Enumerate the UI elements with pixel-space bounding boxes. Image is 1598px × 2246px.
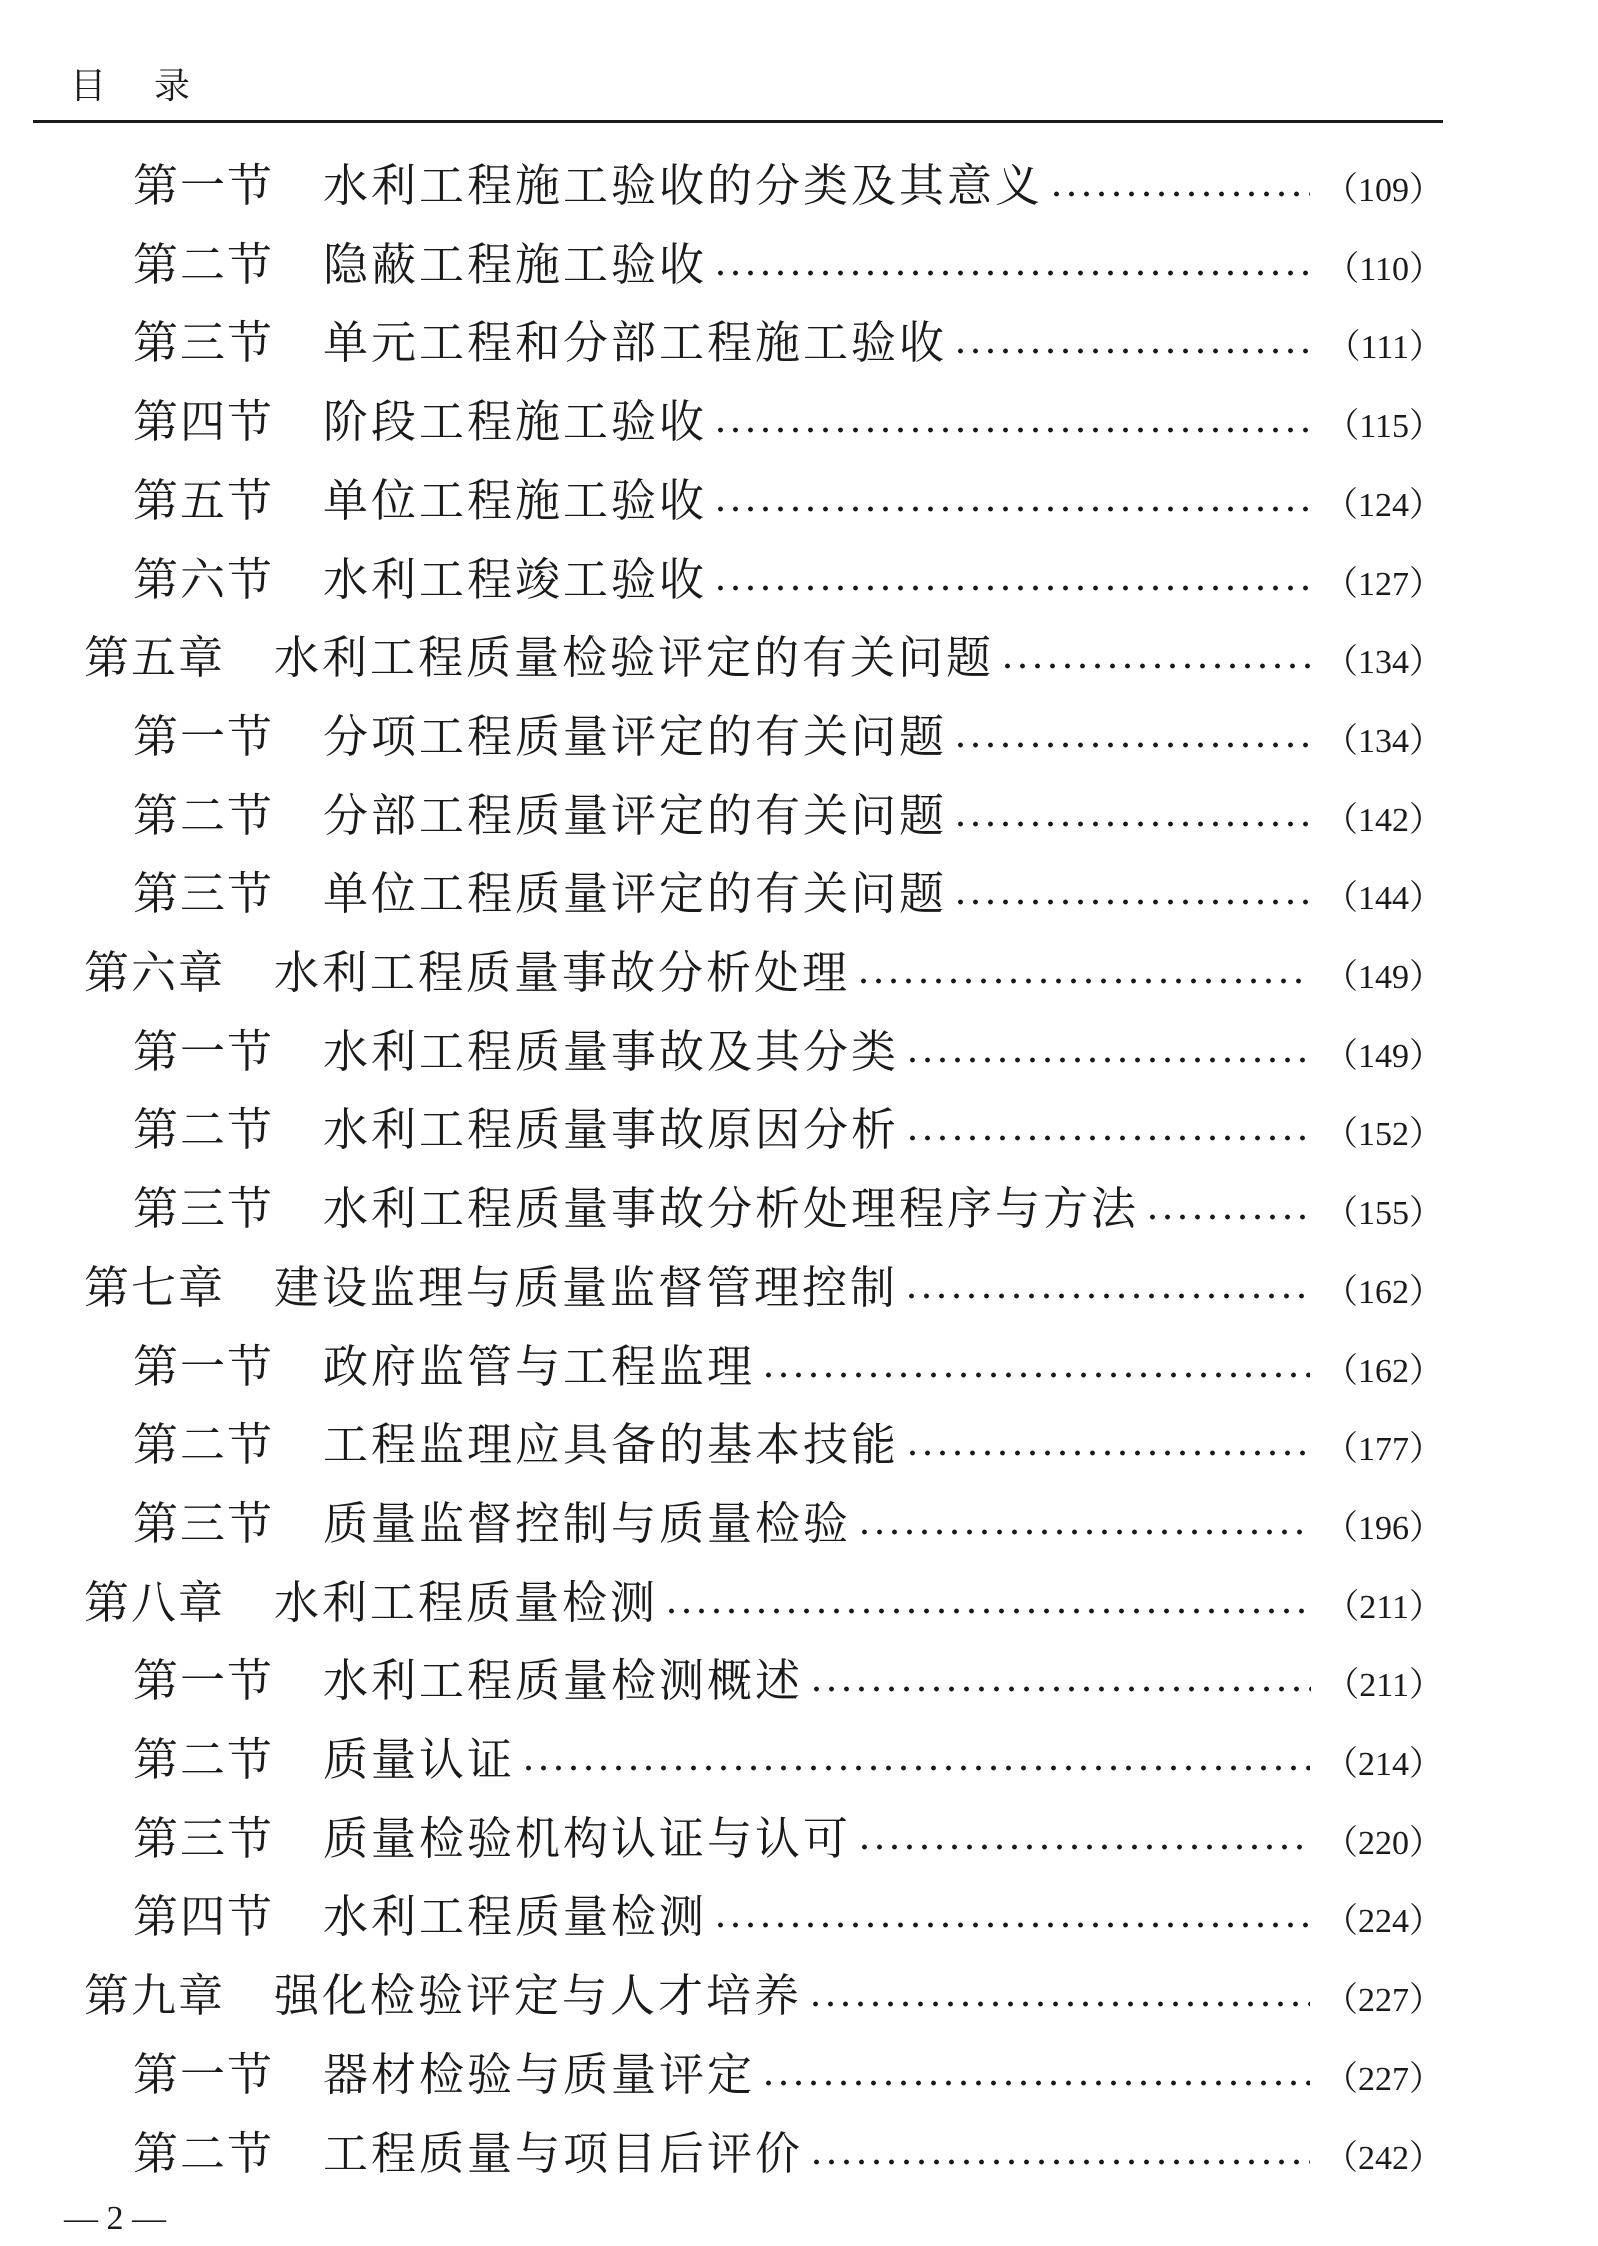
toc-section-entry (133, 1413, 1443, 1477)
toc-entry-page-number: （211） (1325, 1589, 1443, 1626)
toc-entry-label: 第六章 (84, 946, 226, 999)
toc-entry-label: 第三节 (133, 867, 275, 920)
toc-entry-page-number: （149） (1324, 959, 1443, 996)
toc-entry-label: 第六节 (133, 553, 275, 606)
toc-entry-label: 第三节 (133, 316, 275, 369)
toc-entry-page-number: （211） (1325, 1667, 1443, 1704)
toc-entry-label: 第二节 (133, 1418, 275, 1471)
toc-entry-title: 水利工程质量检测 (274, 1576, 659, 1629)
toc-entry-page-number: （124） (1324, 487, 1443, 524)
toc-entry-label: 第四节 (133, 1890, 275, 1943)
toc-chapter-entry (84, 1256, 1443, 1320)
toc-entry-label: 第二节 (133, 238, 275, 291)
toc-section-entry (133, 705, 1443, 769)
toc-entry-title: 水利工程质量事故分析处理 (274, 946, 851, 999)
toc-entry-page-number: （224） (1324, 1903, 1443, 1940)
toc-entry-page-number: （149） (1324, 1038, 1443, 1075)
dot-leader (713, 504, 1310, 514)
toc-entry-title: 隐蔽工程施工验收 (323, 238, 708, 291)
toc-section-entry (133, 1492, 1443, 1556)
toc-entry-page-number: （110） (1325, 251, 1443, 288)
dot-leader (713, 583, 1310, 593)
toc-entry-label: 第一节 (133, 710, 275, 763)
dot-leader (856, 976, 1310, 986)
toc-chapter-entry (84, 626, 1443, 690)
toc-section-entry (133, 311, 1443, 375)
toc-entry-title: 建设监理与质量监督管理控制 (274, 1261, 899, 1314)
toc-entry-page-number: （162） (1324, 1353, 1443, 1390)
toc-entry-label: 第三节 (133, 1182, 275, 1235)
toc-entry-title: 工程质量与项目后评价 (323, 2127, 804, 2180)
dot-leader (1049, 189, 1310, 199)
dot-leader (761, 1370, 1310, 1380)
dot-leader (905, 1133, 1310, 1143)
toc-section-entry (133, 2122, 1443, 2186)
toc-entry-page-number: （220） (1324, 1825, 1443, 1862)
toc-entry-page-number: （227） (1324, 2061, 1443, 2098)
dot-leader (904, 1291, 1310, 1301)
toc-entry-page-number: （214） (1324, 1746, 1443, 1783)
toc-entry-label: 第一节 (133, 1654, 275, 1707)
toc-section-entry (133, 2043, 1443, 2107)
toc-chapter-entry (84, 1964, 1443, 2028)
toc-entry-label: 第一节 (133, 159, 275, 212)
toc-entry-label: 第五章 (84, 631, 226, 684)
dot-leader (857, 1527, 1310, 1537)
toc-entry-page-number: （134） (1324, 644, 1443, 681)
header-divider (33, 120, 1443, 123)
toc-entry-page-number: （152） (1324, 1116, 1443, 1153)
toc-section-entry (133, 469, 1443, 533)
page-number: — 2 — (64, 2200, 166, 2237)
toc-entry-page-number: （134） (1324, 723, 1443, 760)
toc-entry-page-number: （109） (1324, 172, 1443, 209)
dot-leader (808, 1999, 1310, 2009)
dot-leader (713, 268, 1311, 278)
toc-entry-title: 水利工程质量事故原因分析 (323, 1103, 900, 1156)
toc-entry-title: 水利工程质量事故分析处理程序与方法 (323, 1182, 1140, 1235)
toc-section-entry (133, 1807, 1443, 1871)
toc-section-entry (133, 1885, 1443, 1949)
dot-leader (953, 897, 1310, 907)
toc-entry-page-number: （127） (1324, 566, 1443, 603)
toc-section-entry (133, 1098, 1443, 1162)
dot-leader (953, 346, 1313, 356)
toc-entry-label: 第三节 (133, 1812, 275, 1865)
toc-section-entry (133, 862, 1443, 926)
dot-leader (664, 1606, 1311, 1616)
page-header-title: 目录 (70, 66, 239, 107)
toc-entry-title: 分部工程质量评定的有关问题 (323, 789, 948, 842)
toc-entry-title: 水利工程质量事故及其分类 (323, 1025, 900, 1078)
dot-leader (713, 425, 1311, 435)
toc-entry-title: 水利工程质量检验评定的有关问题 (274, 631, 995, 684)
dot-leader (857, 1842, 1310, 1852)
toc-entry-title: 工程监理应具备的基本技能 (323, 1418, 900, 1471)
dot-leader (809, 1684, 1311, 1694)
toc-section-entry (133, 1728, 1443, 1792)
toc-entry-page-number: （227） (1324, 1982, 1443, 2019)
dot-leader (905, 1055, 1310, 1065)
dot-leader (713, 1920, 1310, 1930)
toc-entry-label: 第五节 (133, 474, 275, 527)
dot-leader (953, 740, 1310, 750)
toc-entry-label: 第三节 (133, 1497, 275, 1550)
toc-section-entry (133, 1020, 1443, 1084)
toc-entry-page-number: （196） (1324, 1510, 1443, 1547)
toc-entry-label: 第一节 (133, 1340, 275, 1393)
toc-entry-label: 第二节 (133, 1103, 275, 1156)
dot-leader (1000, 661, 1310, 671)
toc-entry-label: 第一节 (133, 1025, 275, 1078)
toc-entry-title: 质量监督控制与质量检验 (323, 1497, 852, 1550)
toc-entry-label: 第七章 (84, 1261, 226, 1314)
toc-section-entry (133, 390, 1443, 454)
toc-entry-title: 质量检验机构认证与认可 (323, 1812, 852, 1865)
toc-chapter-entry (84, 1571, 1443, 1635)
toc-entry-page-number: （177） (1324, 1431, 1443, 1468)
toc-entry-title: 器材检验与质量评定 (323, 2048, 756, 2101)
toc-entry-title: 阶段工程施工验收 (323, 395, 708, 448)
toc-entry-title: 水利工程竣工验收 (323, 553, 708, 606)
toc-entry-title: 分项工程质量评定的有关问题 (323, 710, 948, 763)
toc-entry-label: 第二节 (133, 1733, 275, 1786)
toc-entry-page-number: （111） (1326, 329, 1443, 366)
toc-entry-title: 单元工程和分部工程施工验收 (323, 316, 948, 369)
toc-section-entry (133, 1335, 1443, 1399)
toc-entry-page-number: （162） (1324, 1274, 1443, 1311)
toc-entry-label: 第一节 (133, 2048, 275, 2101)
toc-entry-title: 强化检验评定与人才培养 (274, 1969, 803, 2022)
dot-leader (809, 2157, 1310, 2167)
toc-entry-page-number: （144） (1324, 880, 1443, 917)
toc-entry-title: 政府监管与工程监理 (323, 1340, 756, 1393)
toc-section-entry (133, 1177, 1443, 1241)
toc-entry-label: 第四节 (133, 395, 275, 448)
toc-section-entry (133, 233, 1443, 297)
toc-entry-page-number: （155） (1324, 1195, 1443, 1232)
toc-entry-label: 第二节 (133, 2127, 275, 2180)
toc-section-entry (133, 154, 1443, 218)
toc-entry-title: 单位工程质量评定的有关问题 (323, 867, 948, 920)
toc-entry-label: 第九章 (84, 1969, 226, 2022)
toc-entry-page-number: （142） (1324, 802, 1443, 839)
toc-entry-page-number: （115） (1325, 408, 1443, 445)
toc-entry-title: 水利工程质量检测概述 (323, 1654, 804, 1707)
toc-entry-label: 第八章 (84, 1576, 226, 1629)
toc-section-entry (133, 548, 1443, 612)
dot-leader (953, 819, 1310, 829)
toc-entry-page-number: （242） (1324, 2140, 1443, 2177)
toc-entry-title: 水利工程施工验收的分类及其意义 (323, 159, 1044, 212)
toc-section-entry (133, 1649, 1443, 1713)
toc-entry-title: 水利工程质量检测 (323, 1890, 708, 1943)
dot-leader (521, 1763, 1310, 1773)
toc-section-entry (133, 784, 1443, 848)
toc-entry-title: 质量认证 (323, 1733, 516, 1786)
toc-chapter-entry (84, 941, 1443, 1005)
dot-leader (1145, 1212, 1310, 1222)
dot-leader (905, 1448, 1310, 1458)
toc-entry-label: 第二节 (133, 789, 275, 842)
dot-leader (761, 2078, 1310, 2088)
toc-entry-title: 单位工程施工验收 (323, 474, 708, 527)
